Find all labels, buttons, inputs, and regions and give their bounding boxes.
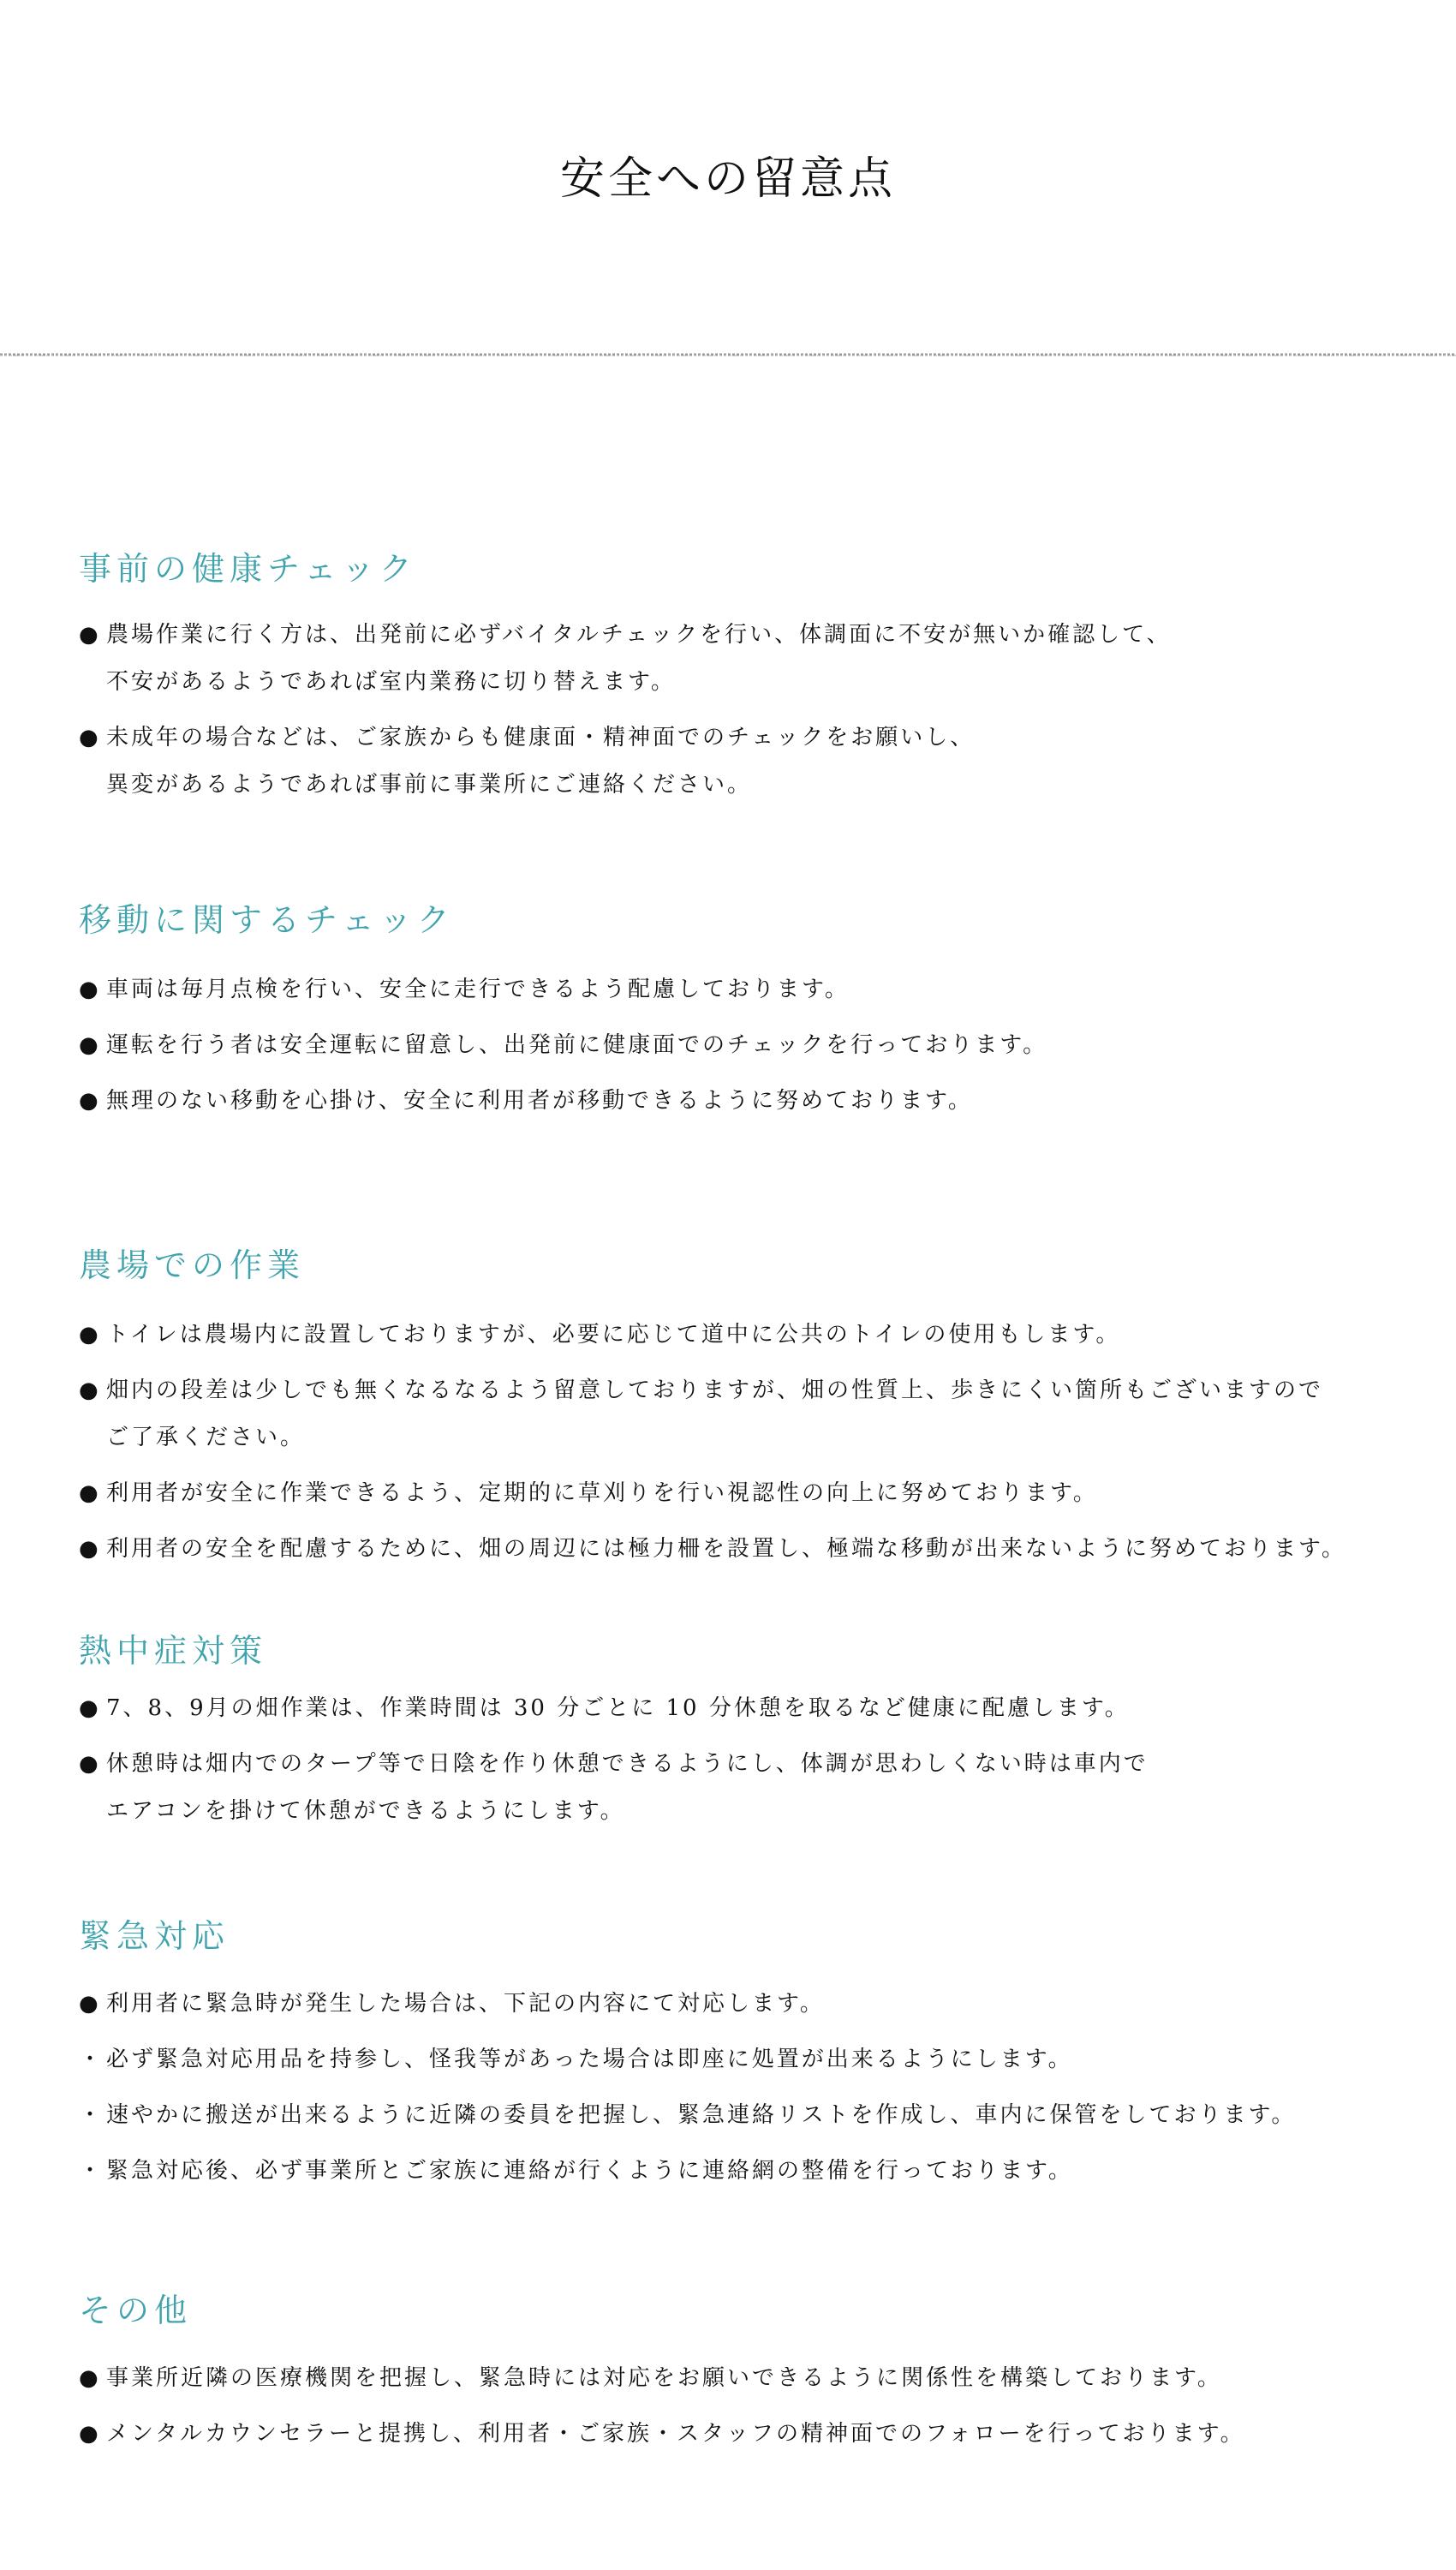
section-title: その他 xyxy=(79,2292,193,2329)
section-title: 移動に関するチェック xyxy=(79,901,455,939)
list-item xyxy=(79,714,1432,809)
bullet-icon: ● xyxy=(79,976,101,1002)
item-list xyxy=(79,612,1432,809)
list-item xyxy=(79,1526,1432,1573)
list-item xyxy=(79,1312,1432,1359)
list-item xyxy=(79,2411,1432,2458)
list-item xyxy=(79,2148,1432,2195)
section-divider xyxy=(0,351,1456,358)
list-item xyxy=(79,1078,1432,1125)
bullet-icon: ● xyxy=(79,1479,101,1506)
item-list xyxy=(79,966,1432,1125)
list-item xyxy=(79,1367,1432,1461)
list-item xyxy=(79,1741,1432,1835)
bullet-icon: ● xyxy=(79,1750,101,1777)
item-text: 未成年の場合などは、ご家族からも健康面・精神面でのチェックをお願いし、 異変があるようであれば事前に事業所にご連絡ください。 xyxy=(106,724,976,798)
bullet-icon: ● xyxy=(79,1031,101,1058)
bullet-icon: ● xyxy=(79,2420,101,2447)
list-item xyxy=(79,1685,1432,1732)
list-item xyxy=(79,2355,1432,2402)
list-item xyxy=(79,1470,1432,1517)
item-text: 農場作業に行く方は、出発前に必ずバイタルチェックを行い、体調面に不安が無いか確認して、 不安があるようであれば室内業務に切り替えます。 xyxy=(106,621,1172,695)
section-title: 事前の健康チェック xyxy=(79,550,417,588)
item-list xyxy=(79,1981,1432,2195)
bullet-icon: ● xyxy=(79,1694,101,1721)
section-title: 緊急対応 xyxy=(79,1917,230,1955)
bullet-icon: ● xyxy=(79,1535,101,1562)
item-text: 速やかに搬送が出来るように近隣の委員を把握し、緊急連絡リストを作成し、車内に保管をしております。 xyxy=(106,2101,1297,2128)
item-list xyxy=(79,1685,1432,1835)
item-text: 緊急対応後、必ず事業所とご家族に連絡が行くように連絡網の整備を行っております。 xyxy=(106,2157,1073,2184)
item-text: 必ず緊急対応用品を持参し、怪我等があった場合は即座に処置が出来るようにします。 xyxy=(106,2046,1073,2072)
item-text: 利用者の安全を配慮するために、畑の周辺には極力柵を設置し、極端な移動が出来ないように努めております。 xyxy=(106,1535,1346,1562)
section-transport-check xyxy=(79,901,1432,1125)
bullet-icon: ● xyxy=(79,621,101,648)
bullet-icon: ● xyxy=(79,1321,101,1348)
list-item xyxy=(79,1981,1432,2028)
item-text: 無理のない移動を心掛け、安全に利用者が移動できるように努めております。 xyxy=(106,1087,973,1114)
section-farm-work xyxy=(79,1246,1432,1573)
list-item xyxy=(79,966,1432,1013)
sub-bullet-icon: ・ xyxy=(79,2157,104,2184)
page-title: 安全への留意点 xyxy=(559,153,896,205)
section-health-check xyxy=(79,550,1432,809)
item-text: 車両は毎月点検を行い、安全に走行できるよう配慮しております。 xyxy=(106,976,850,1002)
section-heatstroke xyxy=(79,1632,1432,1835)
item-text: 事業所近隣の医療機関を把握し、緊急時には対応をお願いできるように関係性を構築しております。 xyxy=(106,2364,1222,2391)
bullet-icon: ● xyxy=(79,1377,101,1403)
bullet-icon: ● xyxy=(79,2364,101,2391)
item-text: 7、8、9月の畑作業は、作業時間は 30 分ごとに 10 分休憩を取るなど健康に配慮します。 xyxy=(106,1694,1130,1721)
bullet-icon: ● xyxy=(79,1990,101,2017)
sub-bullet-icon: ・ xyxy=(79,2046,104,2072)
section-title: 熱中症対策 xyxy=(79,1632,268,1670)
item-text: 畑内の段差は少しでも無くなるなるよう留意しておりますが、畑の性質上、歩きにくい箇所もございますので ご了承ください。 xyxy=(106,1377,1324,1450)
item-list xyxy=(79,2355,1432,2458)
sub-bullet-icon: ・ xyxy=(79,2101,104,2128)
item-text: 利用者が安全に作業できるよう、定期的に草刈りを行い視認性の向上に努めております。 xyxy=(106,1479,1098,1506)
item-list xyxy=(79,1312,1432,1573)
item-text: トイレは農場内に設置しておりますが、必要に応じて道中に公共のトイレの使用もします。 xyxy=(106,1321,1121,1348)
section-other xyxy=(79,2292,1432,2458)
list-item xyxy=(79,2036,1432,2083)
bullet-icon: ● xyxy=(79,1087,101,1114)
section-emergency xyxy=(79,1917,1432,2195)
item-text: 休憩時は畑内でのタープ等で日陰を作り休憩できるようにし、体調が思わしくない時は車内で エアコンを掛けて休憩ができるようにします。 xyxy=(106,1750,1149,1824)
item-text: メンタルカウンセラーと提携し、利用者・ご家族・スタッフの精神面でのフォローを行っております。 xyxy=(106,2420,1245,2447)
item-text: 運転を行う者は安全運転に留意し、出発前に健康面でのチェックを行っております。 xyxy=(106,1031,1048,1058)
bullet-icon: ● xyxy=(79,724,101,750)
item-text: 利用者に緊急時が発生した場合は、下記の内容にて対応します。 xyxy=(106,1990,825,2017)
list-item xyxy=(79,612,1432,706)
list-item xyxy=(79,1022,1432,1069)
section-title: 農場での作業 xyxy=(79,1246,306,1284)
list-item xyxy=(79,2092,1432,2139)
